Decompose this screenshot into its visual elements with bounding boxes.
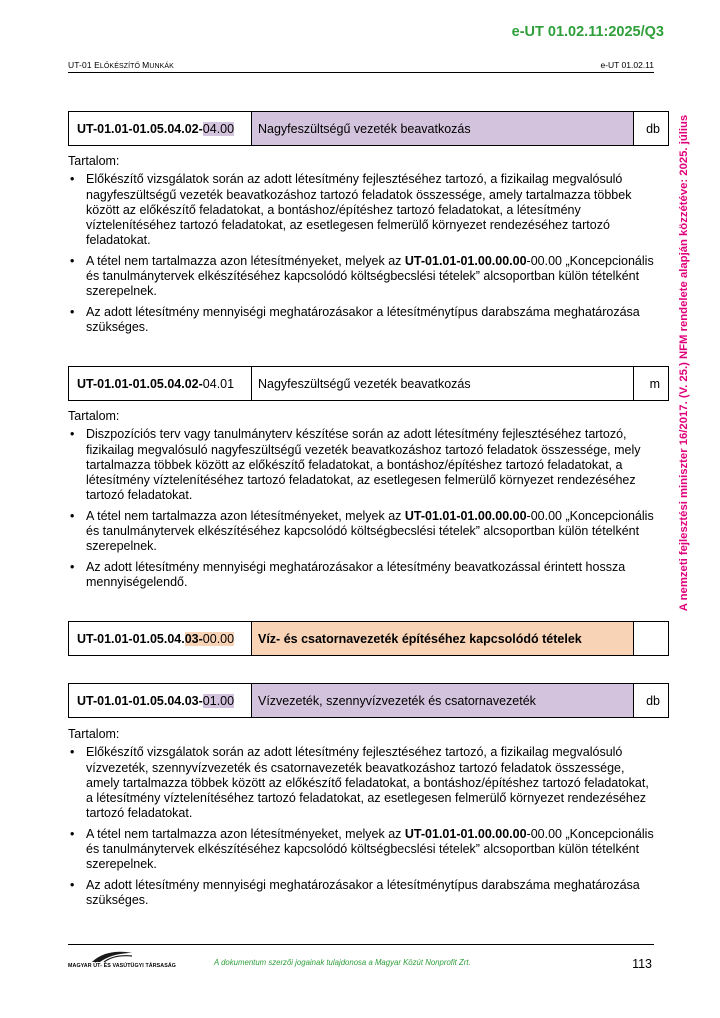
content-bullet: • Az adott létesítmény mennyiségi meghatározásakor a létesítmény beavatkozással érintett hossza mennyiségelendő.: [68, 560, 658, 591]
content-bullet: • Előkészítő vizsgálatok során az adott létesítmény fejlesztéséhez tartozó, a fizikailag megvalósuló vízvezeték, szennyvízvezeték és csatornavezeték beavatkozáshoz tartozó feladatok összessége, amely tartalmazza többek között az előkészítő feladatokat, a bontáshoz/építéshez tartozó feladatokat, a létesítmény víztelenítéséhez tartozó feladatokat, az esetlegesen felmerülő környezet rendezéséhez tartozó feladatokat.: [68, 745, 658, 821]
reference-code: UT-01.01-01.00.00.00: [404, 508, 527, 523]
item-content: [68, 154, 658, 340]
item-code: UT-01.01-01.05.04.02 - 04.01: [69, 367, 252, 400]
page-header: [68, 58, 654, 73]
item-unit: m: [649, 376, 660, 391]
item-unit: db: [646, 121, 660, 136]
item-content: [68, 409, 658, 595]
content-bullet: • Az adott létesítmény mennyiségi meghatározásakor a létesítménytípus darabszáma meghatározása szükséges.: [68, 305, 658, 336]
header-section-title: UT-01 ELŐKÉSZÍTŐ MUNKÁK: [68, 60, 174, 70]
reference-code: UT-01.01-01.00.00.00: [404, 826, 527, 841]
item-group-title: Víz- és csatornavezeték építéséhez kapcsolódó tételek: [252, 622, 634, 655]
header-document-ref: e-UT 01.02.11: [600, 60, 654, 70]
road-swoosh-icon: [90, 950, 134, 964]
content-bullet: • Diszpozíciós terv vagy tanulmányterv készítése során az adott létesítmény fejlesztéséhez tartozó, fizikailag megvalósuló nagyfeszültségű vezeték beavatkozáshoz tartozó feladatok összessége, mely tartalmazza többek között az előkészítő feladatokat, a bontáshoz/építéshez tartozó feladatokat, a létesítmény víztelenítéséhez tartozó feladatokat, az esetlegesen felmerülő környezet rendezéséhez tartozó feladatokat.: [68, 427, 658, 503]
item-code: UT-01.01-01.05.04.02 - 04.00: [69, 112, 252, 145]
item-title: Vízvezeték, szennyvízvezeték és csatornavezeték: [252, 684, 634, 717]
content-label: Tartalom:: [68, 409, 120, 423]
item-group-row: [68, 621, 669, 656]
item-row: [68, 366, 669, 401]
content-bullet: • Az adott létesítmény mennyiségi meghatározásakor a létesítménytípus darabszáma meghatározása szükséges.: [68, 878, 658, 909]
content-bullet: • A tétel nem tartalmazza azon létesítményeket, melyek az UT-01.01-01.00.00.00-00.00 „Koncepcionális és tanulmánytervek elkészítéséhez kapcsolódó költségbecslési tételek” alcsoportban külön tételként szerepelnek.: [68, 827, 658, 873]
footer-divider: [68, 944, 654, 945]
publisher-logo: [68, 950, 176, 972]
item-unit: [634, 622, 668, 655]
content-bullet: • Előkészítő vizsgálatok során az adott létesítmény fejlesztéséhez tartozó, a fizikailag megvalósuló nagyfeszültségű vezeték beavatkozáshoz tartozó feladatok összessége, amely tartalmazza többek között az előkészítő feladatokat, a bontáshoz/építéshez tartozó feladatokat, a létesítmény víztelenítéséhez tartozó feladatokat, az esetlegesen felmerülő környezet rendezéséhez tartozó feladatokat.: [68, 172, 658, 248]
item-row: [68, 683, 669, 718]
reference-code: UT-01.01-01.00.00.00: [404, 253, 527, 268]
content-bullet: • A tétel nem tartalmazza azon létesítményeket, melyek az UT-01.01-01.00.00.00-00.00 „Koncepcionális és tanulmánytervek elkészítéséhez kapcsolódó költségbecslési tételek” alcsoportban külön tételként szerepelnek.: [68, 254, 658, 300]
document-code: e-UT 01.02.11:2025/Q3: [511, 24, 664, 40]
item-title: Nagyfeszültségű vezeték beavatkozás: [252, 367, 634, 400]
item-content: [68, 727, 658, 913]
logo-text: MAGYAR ÚT- ÉS VASÚTÜGYI TÁRSASÁG: [68, 963, 176, 969]
content-label: Tartalom:: [68, 154, 120, 168]
content-bullet: • A tétel nem tartalmazza azon létesítményeket, melyek az UT-01.01-01.00.00.00-00.00 „Koncepcionális és tanulmánytervek elkészítéséhez kapcsolódó költségbecslési tételek” alcsoportban külön tételként szerepelnek.: [68, 509, 658, 555]
side-publication-note: A nemzeti fejlesztési miniszter 16/2017. (V. 25.) NFM rendelete alapján közzétéve: 2025. július: [678, 114, 690, 612]
item-row: [68, 111, 669, 146]
item-code: UT-01.01-01.05.04. 03 - 00.00: [69, 622, 252, 655]
content-label: Tartalom:: [68, 727, 120, 741]
page-number: 113: [632, 957, 652, 971]
item-title: Nagyfeszültségű vezeték beavatkozás: [252, 112, 634, 145]
item-code: UT-01.01-01.05.04.03 - 01.00: [69, 684, 252, 717]
copyright-notice: A dokumentum szerzői jogainak tulajdonosa a Magyar Közút Nonprofit Zrt.: [214, 958, 471, 967]
item-unit: db: [646, 693, 660, 708]
